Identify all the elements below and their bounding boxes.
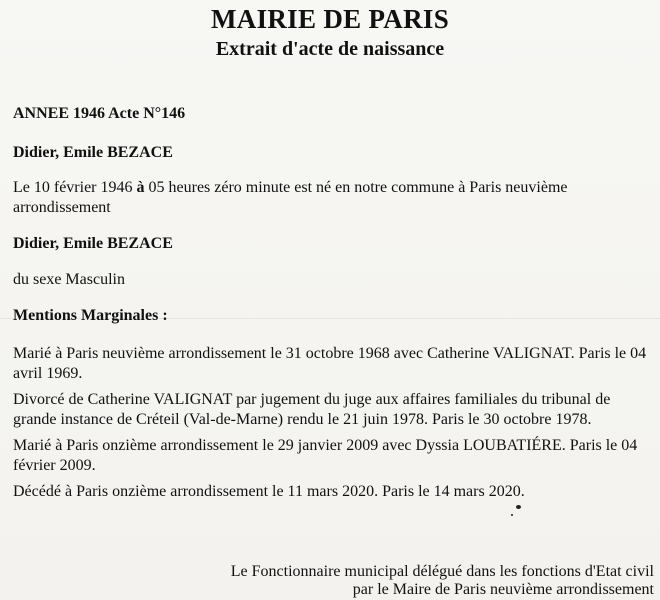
mention-4-line-1: Décédé à Paris onzième arrondissement le 11 mars 2020. Paris le 14 mars 2020. — [13, 483, 525, 500]
signature-line-1: Le Fonctionnaire municipal délégué dans les fonctions d'Etat civil — [230, 563, 654, 580]
mentions-heading: Mentions Marginales : — [13, 307, 168, 324]
mention-2-line-2: grande instance de Créteil (Val-de-Marne) rendu le 21 juin 1978. Paris le 30 octobre 1978. — [13, 411, 592, 428]
birth-text-line-1 — [13, 178, 567, 198]
sex-text: du sexe Masculin — [13, 271, 125, 288]
act-year-line: ANNEE 1946 Acte N°146 — [13, 105, 186, 122]
birth-text-line-2: arrondissement — [13, 199, 111, 216]
signature-line-2: par le Maire de Paris neuvième arrondissement — [352, 581, 654, 598]
mention-1-line-2: avril 1969. — [13, 365, 83, 382]
mention-3-line-2: février 2009. — [13, 457, 96, 474]
mention-3-line-1: Marié à Paris onzième arrondissement le 29 janvier 2009 avec Dyssia LOUBATIÉRE. Paris le 04 — [13, 437, 638, 454]
birth-text-bold-a: à — [136, 179, 145, 196]
document-title: MAIRIE DE PARIS — [210, 4, 450, 34]
document-subtitle: Extrait d'acte de naissance — [215, 38, 445, 60]
birth-text-suffix: 05 heures zéro minute est né en notre commune à Paris neuvième — [144, 179, 568, 196]
ink-speck — [516, 505, 521, 509]
person-name-heading: Didier, Emile BEZACE — [13, 144, 173, 161]
birth-text-prefix: Le 10 février 1946 — [13, 179, 137, 196]
mention-2-line-1: Divorcé de Catherine VALIGNAT par jugement du juge aux affaires familiales du tribunal de — [13, 391, 611, 408]
mention-1-line-1: Marié à Paris neuvième arrondissement le 31 octobre 1968 avec Catherine VALIGNAT. Paris le 04 — [13, 345, 647, 362]
person-name-second: Didier, Emile BEZACE — [13, 235, 173, 252]
ink-speck-small — [511, 514, 513, 516]
